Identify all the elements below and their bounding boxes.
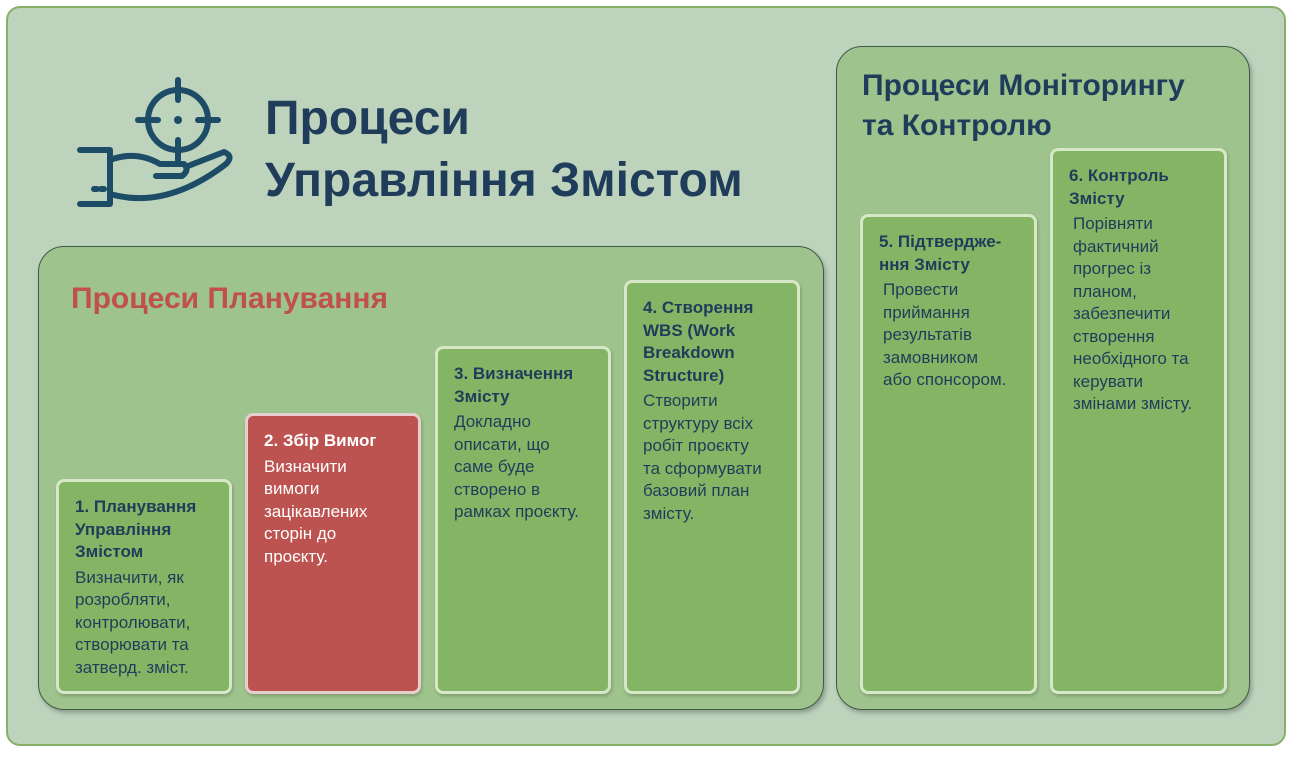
card-title-line: ння Змісту xyxy=(879,254,970,274)
card-text-line: контролювати, xyxy=(75,612,191,632)
card-text-line: фактичний xyxy=(1073,236,1159,256)
card-title xyxy=(75,496,215,564)
card-text-line: Провести xyxy=(883,280,959,299)
card-text-line: створено в xyxy=(454,479,541,499)
card-text-line: або спонсором. xyxy=(883,370,1007,389)
card-text-line: та сформувати xyxy=(643,458,762,478)
target-on-hand-icon xyxy=(76,76,236,211)
card-title-line: 6. Контроль xyxy=(1069,166,1169,185)
card-title-line: 2. Збір Вимог xyxy=(264,431,377,450)
card-title xyxy=(879,231,1020,276)
card-text xyxy=(879,279,1020,392)
card-text-line: проєкту. xyxy=(264,546,328,566)
card-text-line: приймання xyxy=(883,302,970,322)
card-text-line: затверд. зміст. xyxy=(75,657,189,677)
card-text-line: описати, що xyxy=(454,434,550,454)
card-text xyxy=(75,567,215,680)
card-title xyxy=(643,297,783,387)
card-text-line: Порівняти xyxy=(1073,214,1153,233)
card-text xyxy=(454,411,594,524)
card-text-line: необхідного та xyxy=(1073,349,1189,368)
card-title-line: Змістом xyxy=(75,542,144,561)
card-scope-management-planning xyxy=(56,479,232,694)
card-text-line: створювати та xyxy=(75,635,189,654)
card-text-line: робіт проєкту xyxy=(643,436,749,455)
card-title xyxy=(1069,165,1210,210)
card-text-line: керувати xyxy=(1073,371,1144,391)
card-text-line: прогрес із xyxy=(1073,259,1152,278)
card-control-scope xyxy=(1050,148,1227,694)
page-title-line: Управління Змістом xyxy=(265,154,743,207)
card-text-line: Визначити xyxy=(264,456,347,476)
card-text xyxy=(643,390,783,525)
card-validate-scope xyxy=(860,214,1037,694)
card-text-line: змінами змісту. xyxy=(1073,394,1193,413)
card-title-line: 5. Підтвердже- xyxy=(879,232,1002,251)
card-title xyxy=(454,363,594,408)
card-text-line: Створити xyxy=(643,391,718,410)
card-text-line: результатів xyxy=(883,325,972,344)
planning-title: Процеси Планування xyxy=(71,282,388,315)
card-text-line: рамках проєкту. xyxy=(454,502,580,521)
monitoring-title xyxy=(862,66,1185,146)
card-text xyxy=(264,456,404,569)
monitoring-title-line: та Контролю xyxy=(862,109,1052,142)
card-text-line: змісту. xyxy=(643,503,695,523)
card-title-line: 4. Створення xyxy=(643,298,754,317)
card-text-line: Докладно xyxy=(454,412,531,431)
card-text-line: зацікавлених xyxy=(264,501,368,521)
card-text-line: Визначити, як xyxy=(75,567,184,587)
card-title-line: Управління xyxy=(75,519,172,539)
card-text-line: замовником xyxy=(883,347,979,367)
card-text-line: базовий план xyxy=(643,481,750,500)
card-title-line: WBS (Work xyxy=(643,320,736,340)
card-text-line: вимоги xyxy=(264,479,320,498)
card-title xyxy=(264,430,404,453)
card-title-line: 3. Визначення xyxy=(454,364,574,383)
card-text-line: сторін до xyxy=(264,524,337,543)
card-title-line: Structure) xyxy=(643,365,725,385)
card-text xyxy=(1069,213,1210,416)
card-title-line: 1. Планування xyxy=(75,497,197,516)
card-title-line: Змісту xyxy=(454,386,510,406)
card-title-line: Змісту xyxy=(1069,188,1125,208)
card-text-line: структуру всіх xyxy=(643,413,754,433)
monitoring-title-line: Процеси Моніторингу xyxy=(862,69,1185,102)
card-text-line: розробляти, xyxy=(75,590,171,609)
card-text-line: забезпечити xyxy=(1073,304,1171,323)
card-collect-requirements xyxy=(245,413,421,694)
card-title-line: Breakdown xyxy=(643,343,735,362)
card-text-line: планом, xyxy=(1073,281,1137,301)
card-text-line: саме буде xyxy=(454,457,535,476)
card-define-scope xyxy=(435,346,611,694)
card-text-line: створення xyxy=(1073,326,1155,346)
card-create-wbs xyxy=(624,280,800,694)
page-title-line: Процеси xyxy=(265,92,470,145)
page-title xyxy=(265,88,743,212)
